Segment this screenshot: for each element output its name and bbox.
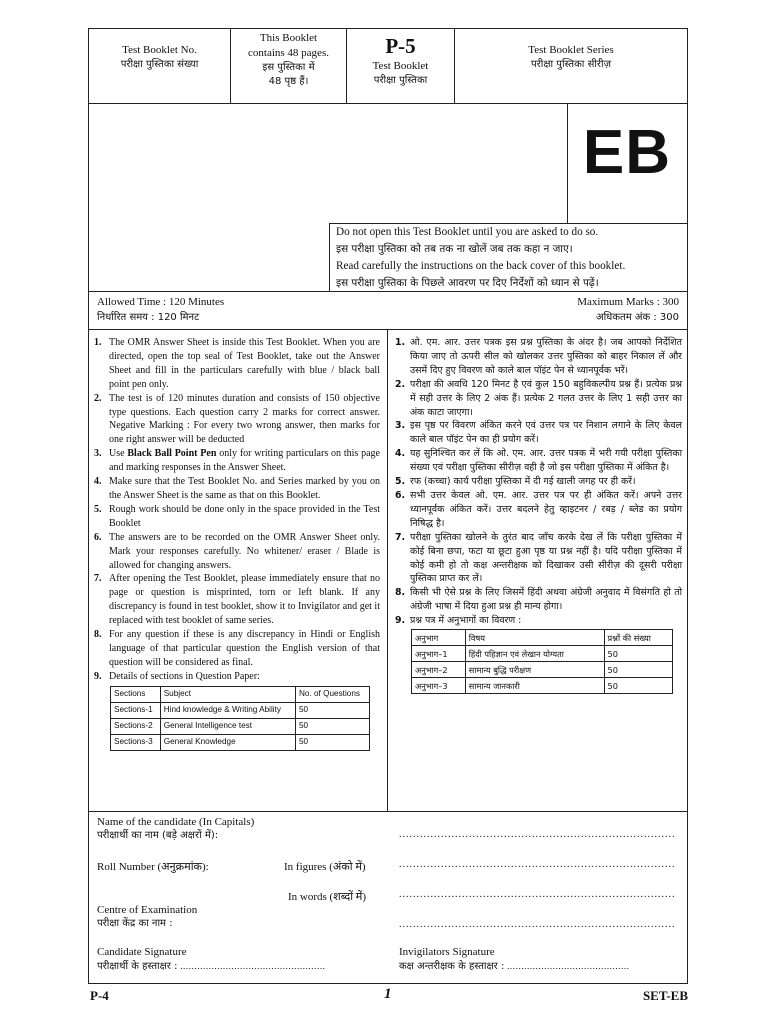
notice-line-1: Do not open this Test Booklet until you are asked to do so.	[336, 226, 599, 238]
instruction-number: 6.	[94, 531, 102, 543]
instruction-text: रफ (कच्चा) कार्य परीक्षा पुस्तिका में दी गई खाली जगह पर ही करें।	[410, 476, 636, 488]
maximum-marks-label-hi: अधिकतम अंक : 300	[595, 312, 679, 323]
allowed-time	[97, 295, 224, 325]
table-cell: General Intelligence test	[160, 718, 295, 734]
instruction-number: 5.	[94, 503, 102, 515]
instruction-item	[94, 475, 380, 503]
instruction-item	[395, 614, 682, 628]
instruction-item	[395, 475, 682, 489]
table-row	[111, 702, 370, 718]
centre-label-hi: परीक्षा केंद्र का नाम :	[97, 918, 173, 929]
instruction-item	[395, 378, 682, 420]
invigilator-signature-hi-row	[399, 959, 630, 974]
instruction-text: इस पृष्ठ पर विवरण अंकित करने एवं उत्तर पत्र पर निशान लगाने के लिए केवल काले बाल पॉइंट पेन का ही प्रयोग करें।	[410, 420, 682, 446]
instruction-bold-text: Black Ball Point Pen	[127, 448, 217, 460]
centre-field[interactable]: ...............................................................................	[399, 919, 676, 930]
table-cell: Sections-3	[111, 734, 161, 750]
table-row	[412, 662, 673, 678]
instruction-number: 2.	[395, 378, 406, 390]
candidate-name-hi: परीक्षार्थी का नाम (बड़े अक्षरों में):	[97, 830, 219, 841]
table-cell: Sections-1	[111, 702, 161, 718]
footer-right: SET-EB	[642, 988, 688, 1003]
page-count-hi-line1: इस पुस्तिका में	[262, 62, 315, 73]
in-figures-label: In figures (अंको में)	[284, 861, 366, 873]
instruction-number: 4.	[94, 476, 102, 488]
instruction-item	[395, 586, 682, 614]
table-row	[111, 686, 370, 702]
instruction-text: Details of sections in Question Paper:	[109, 670, 260, 682]
instruction-text: किसी भी ऐसे प्रश्न के लिए जिसमें हिंदी अथवा अंग्रेजी अनुवाद में विसंगति हो तो अंग्रेजी भाषा में दिया हुआ प्रश्न ही मान्य होगा।	[410, 587, 682, 613]
centre-label	[97, 903, 197, 931]
booklet-code-label: Test Booklet	[372, 60, 429, 72]
instruction-item	[94, 336, 380, 392]
instruction-text: The OMR Answer Sheet is inside this Test Booklet. When you are directed, open the top seal of Test Booklet, take out the Answer Sheet and fill in the particulars carefully with blue / black ball point pen only.	[109, 337, 380, 390]
instruction-text: After opening the Test Booklet, please immediately ensure that no page or question is misprinted, torn or left blank. If any discrepancy is found in test booklet, show it to Invigilator and get it replaced with test booklet of same series.	[109, 573, 380, 627]
candidate-signature-field[interactable]: ...................................................	[180, 961, 326, 971]
table-cell: Subject	[160, 686, 295, 702]
table-cell: अनुभाग–1	[412, 646, 466, 662]
table-cell: 50	[604, 678, 672, 694]
instructions-hindi	[395, 336, 682, 694]
instruction-item	[395, 336, 682, 378]
instruction-number: 2.	[94, 392, 102, 404]
instruction-number: 7.	[395, 531, 406, 543]
notice-line-3: Read carefully the instructions on the back cover of this booklet.	[336, 260, 626, 272]
table-row	[412, 630, 673, 646]
maximum-marks	[577, 295, 679, 325]
instruction-number: 7.	[94, 573, 102, 585]
notice-line-2: इस परीक्षा पुस्तिका को तब तक ना खोलें जब तक कहा न जाए।	[336, 243, 573, 255]
instruction-text: परीक्षा की अवधि 120 मिनट है एवं कुल 150 बहुविकल्पीय प्रश्न हैं। प्रत्येक प्रश्न में सही उत्तर के लिए 2 अंक हैं। प्रत्येक 2 गलत उत्तर के लिए 1 सही उत्तर का अंक काटा जाएगा।	[410, 378, 682, 418]
candidate-signature-hi-row	[97, 959, 326, 974]
instruction-item	[395, 489, 682, 531]
instruction-number: 8.	[395, 587, 406, 599]
instruction-text: Make sure that the Test Booklet No. and Series marked by you on the Answer Sheet is the same as that on this Booklet.	[109, 476, 380, 501]
candidate-signature	[97, 945, 326, 974]
instruction-number: 3.	[94, 448, 102, 460]
instruction-item	[94, 572, 380, 628]
table-cell: No. of Questions	[295, 686, 369, 702]
instruction-text: The answers are to be recorded on the OMR Answer Sheet only. Mark your responses carefully. No whitener/ eraser / Blade is allowed for changing answers.	[109, 531, 380, 571]
page-count-hi-line2: 48 पृष्ठ हैं।	[268, 75, 309, 87]
instruction-text: यह सुनिश्चित कर लें कि ओ. एम. आर. उत्तर पत्रक में भरी गयी परीक्षा पुस्तिका संख्या एवं परीक्षा पुस्तिका सीरीज़ वही है जो इस परीक्षा पुस्तिका में अंकित है।	[410, 448, 682, 474]
sections-table-hi	[411, 629, 673, 694]
in-words-label: In words (शब्दों में)	[288, 891, 367, 903]
roll-figures-field[interactable]: ...............................................................................	[399, 859, 676, 870]
instruction-text: For any question if these is any discrepancy in Hindi or English language of that particular question the English version of that question will be considered as final.	[109, 629, 380, 668]
candidate-signature-hi: परीक्षार्थी के हस्ताक्षर :	[97, 961, 178, 972]
invigilator-signature-field[interactable]: ...........................................	[507, 961, 630, 971]
table-row	[412, 678, 673, 694]
series-label: Test Booklet Series	[528, 44, 614, 56]
booklet-no-label: Test Booklet No.	[122, 44, 197, 56]
table-cell: प्रश्नों की संख्या	[604, 630, 672, 646]
table-cell: हिंदी पहिज्ञान एवं लेखान योग्यता	[465, 646, 604, 662]
maximum-marks-label: Maximum Marks : 300	[577, 296, 679, 308]
invigilator-signature-hi: कक्ष अन्तरीक्षक के हस्ताक्षर :	[399, 961, 505, 972]
instruction-item	[395, 531, 682, 587]
table-cell: Sections-2	[111, 718, 161, 734]
table-row	[111, 734, 370, 750]
table-cell: अनुभाग–3	[412, 678, 466, 694]
allowed-time-label: Allowed Time : 120 Minutes	[97, 296, 225, 308]
footer-left: P-4	[90, 988, 109, 1003]
booklet-no-label-hi: परीक्षा पुस्तिका संख्या	[120, 59, 199, 70]
table-cell: Hind knowledge & Writing Ability	[160, 702, 295, 718]
candidate-name-field[interactable]: ...............................................................................	[399, 829, 676, 840]
instruction-text: Rough work should be done only in the space provided in the Test Booklet	[109, 503, 380, 529]
allowed-time-label-hi: निर्धारित समय : 120 मिनट	[97, 312, 200, 323]
page-count-line2: contains 48 pages.	[248, 47, 329, 59]
candidate-signature-en: Candidate Signature	[97, 946, 187, 958]
candidate-name-en: Name of the candidate (In Capitals)	[97, 816, 255, 828]
table-cell: 50	[295, 734, 369, 750]
table-row	[412, 646, 673, 662]
page-count-cell	[231, 29, 347, 103]
instruction-text: सभी उत्तर केवल ओ. एम. आर. उत्तर पत्र पर ही अंकित करें। अपने उत्तर ध्यानपूर्वक अंकित करें। उत्तर बदलने हेतु व्हाइटनर / रबड़ / ब्लेड का प्रयोग निषिद्ध है।	[410, 489, 682, 529]
instruction-text: only for writing particulars on this page and marking responses in the Answer Sheet.	[109, 448, 380, 474]
instruction-item	[395, 447, 682, 475]
instruction-item	[94, 392, 380, 448]
table-cell: 50	[295, 702, 369, 718]
instruction-text: प्रश्न पत्र में अनुभागों का विवरण :	[410, 615, 522, 627]
booklet-code-label-hi: परीक्षा पुस्तिका	[373, 75, 428, 86]
instruction-item	[94, 670, 380, 684]
page-count-line1: This Booklet	[259, 32, 318, 44]
instruction-number: 9.	[94, 670, 102, 682]
table-cell: सामान्य बुद्धि परीक्षण	[465, 662, 604, 678]
booklet-code-cell	[347, 29, 455, 103]
series-label-hi: परीक्षा पुस्तिका सीरीज़	[530, 59, 612, 70]
series-cell	[455, 29, 687, 103]
instruction-notice	[336, 224, 686, 292]
roll-number-label: Roll Number (अनुक्रमांक):	[97, 861, 209, 873]
instruction-number: 6.	[395, 489, 406, 501]
instruction-item	[94, 628, 380, 670]
table-row	[111, 718, 370, 734]
instruction-number: 9.	[395, 615, 406, 627]
instruction-number: 1.	[395, 337, 406, 348]
instruction-item	[395, 419, 682, 447]
roll-words-field[interactable]: ...............................................................................	[399, 889, 676, 900]
instruction-item	[94, 503, 380, 531]
table-cell: Sections	[111, 686, 161, 702]
table-cell: विषय	[465, 630, 604, 646]
series-value: EB	[582, 118, 672, 187]
invigilator-signature	[399, 945, 630, 974]
instruction-number: 3.	[395, 420, 406, 432]
instruction-number: 5.	[395, 476, 406, 488]
instruction-number: 4.	[395, 448, 406, 460]
table-cell: अनुभाग–2	[412, 662, 466, 678]
table-cell: सामान्य जानकारी	[465, 678, 604, 694]
booklet-no-cell	[89, 29, 231, 103]
sections-table-en	[110, 686, 370, 751]
booklet-code: P-5	[385, 34, 416, 58]
instruction-item	[94, 447, 380, 475]
instruction-number: 8.	[94, 629, 102, 641]
instruction-text: ओ. एम. आर. उत्तर पत्रक इस प्रश्न पुस्तिका के अंदर है। जब आपको निर्देशित किया जाए तो ऊपरी सील को खोलकर उत्तर पुस्तिका को बाहर निकाल लें और उसमें दिए हुए विवरण को काले बाल पॉइंट पेन से ध्यानपूर्वक भरें।	[410, 337, 682, 376]
table-cell: अनुभाग	[412, 630, 466, 646]
table-cell: 50	[604, 662, 672, 678]
booklet-cover	[88, 28, 688, 984]
table-cell: 50	[604, 646, 672, 662]
instructions-english	[94, 336, 380, 751]
candidate-name-label	[97, 815, 254, 843]
table-cell: 50	[295, 718, 369, 734]
centre-label-en: Centre of Examination	[97, 904, 198, 916]
table-cell: General Knowledge	[160, 734, 295, 750]
instruction-text: परीक्षा पुस्तिका खोलने के तुरंत बाद जाँच करके देख लें कि परीक्षा पुस्तिका में कोई बिना छपा, फटा या छूटा हुआ पृष्ठ या प्रश्न नहीं है। यदि परीक्षा पुस्तिका में कोई कमी हो तो कक्ष अन्तरीक्षक को दिखाकर उसी सीरीज़ की दूसरी परीक्षा पुस्तिका प्राप्त कर लें।	[410, 531, 682, 585]
notice-line-4: इस परीक्षा पुस्तिका के पिछले आवरण पर दिए निर्देशों को ध्यान से पढ़ें।	[336, 277, 599, 289]
instruction-number: 1.	[94, 337, 102, 348]
instruction-item	[94, 531, 380, 573]
instruction-text: The test is of 120 minutes duration and consists of 150 objective type questions. Each question carry 2 marks for correct answer. Negative Marking : For every two wrong answer, then marks for one right answer will be deducted	[109, 392, 380, 446]
page-number: 1	[384, 986, 392, 1002]
invigilator-signature-en: Invigilators Signature	[399, 946, 495, 958]
instruction-text: Use	[109, 448, 128, 460]
